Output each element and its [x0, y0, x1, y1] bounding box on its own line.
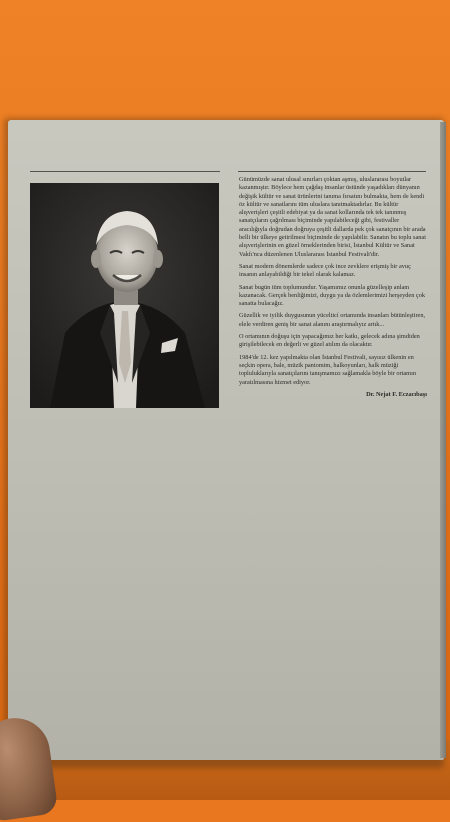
foreword-text — [239, 176, 427, 399]
paragraph-1: Günümüzde sanat ulusal sınırları çoktan aşmış, uluslararası boyutlar kazanmıştır. Böylece hem çağdaş insanlar üstünde yaşadıkları dünyanın değişik kültür ve sanat ürünlerini tanıma fırsatını bulmakta, hem de kendi öz kültür ve sanatlarını tüm uluslara tanıtmaktadırlar. Bu kültür alışverişleri çeşitli edebiyat ya da sanat kollarında tek tek tanınmış sanatçıların çağrılması biçiminde yapılabileceği gibi, festivaller aracılığıyla doğrudan doğruya çeşitli dallarda pek çok sanatçının bir arada belli bir ülkeye getirilmesi biçiminde de yapılabilir. Sanatın bu toplu sanat alışverişlerinin en güzel örneklerinden birisi, İstanbul Kültür ve Sanat Vakfı'nca düzenlenen Uluslararası İstanbul Festivali'dir. — [239, 176, 426, 258]
paragraph-6: 1984'de 12. kez yapılmakta olan İstanbul Festivali, sayısız ülkenin en seçkin opera, bale, müzik pantomim, halkoyunları, halk müziği topluluklarıyla sanatçılarını tanışmamızı sağlamakla böyle bir ortamın yaratılmasına hizmet ediyor. — [239, 353, 416, 386]
paragraph-4: Güzellik ve iyilik duygusunun yücelticí ortamında insanları bütünleştiren, elele verdiren geniş bir sanat alanını araştırmalıyız artık... — [239, 312, 426, 328]
paragraph-2: Sanat modern dönemlerde sadece çok ince zevklere erişmiş bir avuç insanın anlayabildiği bir tekel olarak kalamaz. — [239, 262, 411, 279]
author-signature: Dr. Nejat F. Eczacıbaşı — [366, 390, 427, 398]
portrait-image — [30, 183, 219, 408]
portrait-photo — [30, 183, 219, 408]
paragraph-5: O ortamının doğuşu için yapacağımız her katkı, gelecek adına şimdiden girişilebilecek en değerli ve güzel atılım da olacaktır. — [239, 333, 420, 349]
top-rule-left — [30, 171, 220, 172]
paragraph-3: Sanat bugün tüm toplumundur. Yaşamımız onunla güzelleşip anlam kazanacak. Gerçek benliğimizi, duygu ya da özlemlerimizi herşeyden çok sanatta bulacağız. — [239, 283, 426, 308]
top-rule-right — [238, 171, 426, 172]
page-edge — [440, 122, 446, 758]
